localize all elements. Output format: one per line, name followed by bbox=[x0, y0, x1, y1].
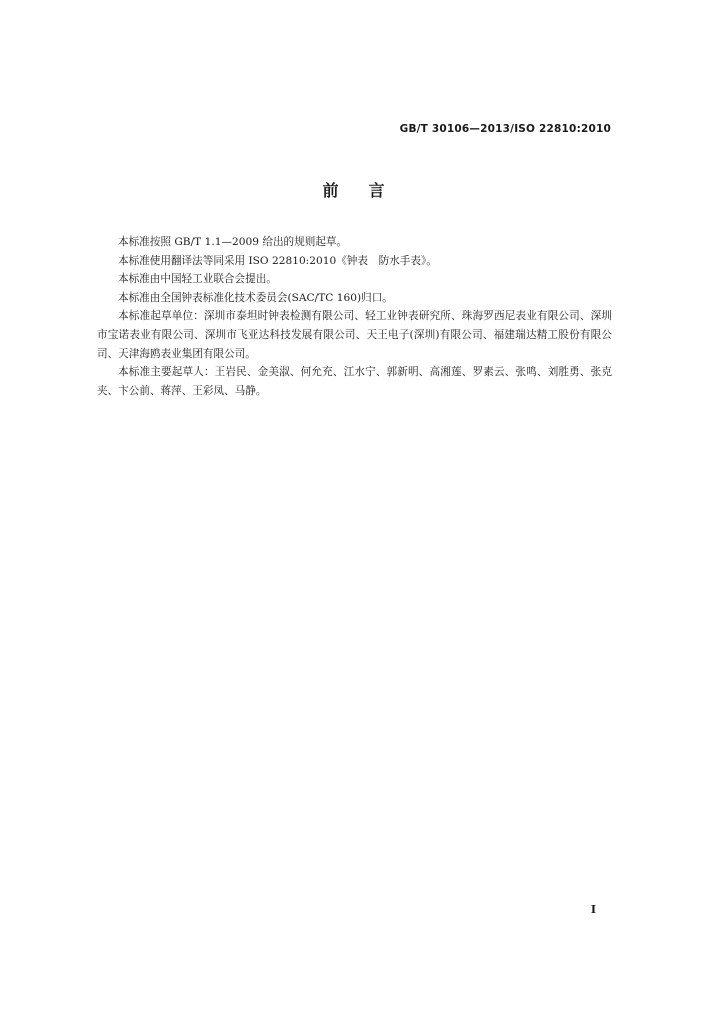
paragraph-drafting-units: 本标准起草单位：深圳市泰坦时钟表检测有限公司、轻工业钟表研究所、珠海罗西尼表业有限公司、深圳市宝诺表业有限公司、深圳市飞亚达科技发展有限公司、天王电子(深圳)有限公司、福建瑞达精工股份有限公司、天津海鸥表业集团有限公司。 bbox=[97, 310, 612, 360]
paragraph-drafting-rules: 本标准按照 GB/T 1.1—2009 给出的规则起草。 bbox=[118, 236, 348, 248]
paragraph-committee: 本标准由全国钟表标准化技术委员会(SAC/TC 160)归口。 bbox=[118, 291, 393, 304]
foreword-body bbox=[97, 233, 612, 400]
standard-code-header: GB/T 30106—2013/ISO 22810:2010 bbox=[399, 123, 611, 135]
paragraph-proposer: 本标准由中国轻工业联合会提出。 bbox=[118, 273, 277, 286]
paragraph-drafters: 本标准主要起草人：王岩民、金美淑、何允充、江水宁、郭新明、高湘莲、罗素云、张鸣、刘胜勇、张克夹、卞公前、蒋萍、王彩凤、马静。 bbox=[97, 366, 612, 397]
page-title: 前言 bbox=[322, 181, 415, 200]
paragraph-adoption: 本标准使用翻译法等同采用 ISO 22810:2010《钟表 防水手表》。 bbox=[118, 254, 437, 267]
page-number: I bbox=[590, 903, 596, 916]
